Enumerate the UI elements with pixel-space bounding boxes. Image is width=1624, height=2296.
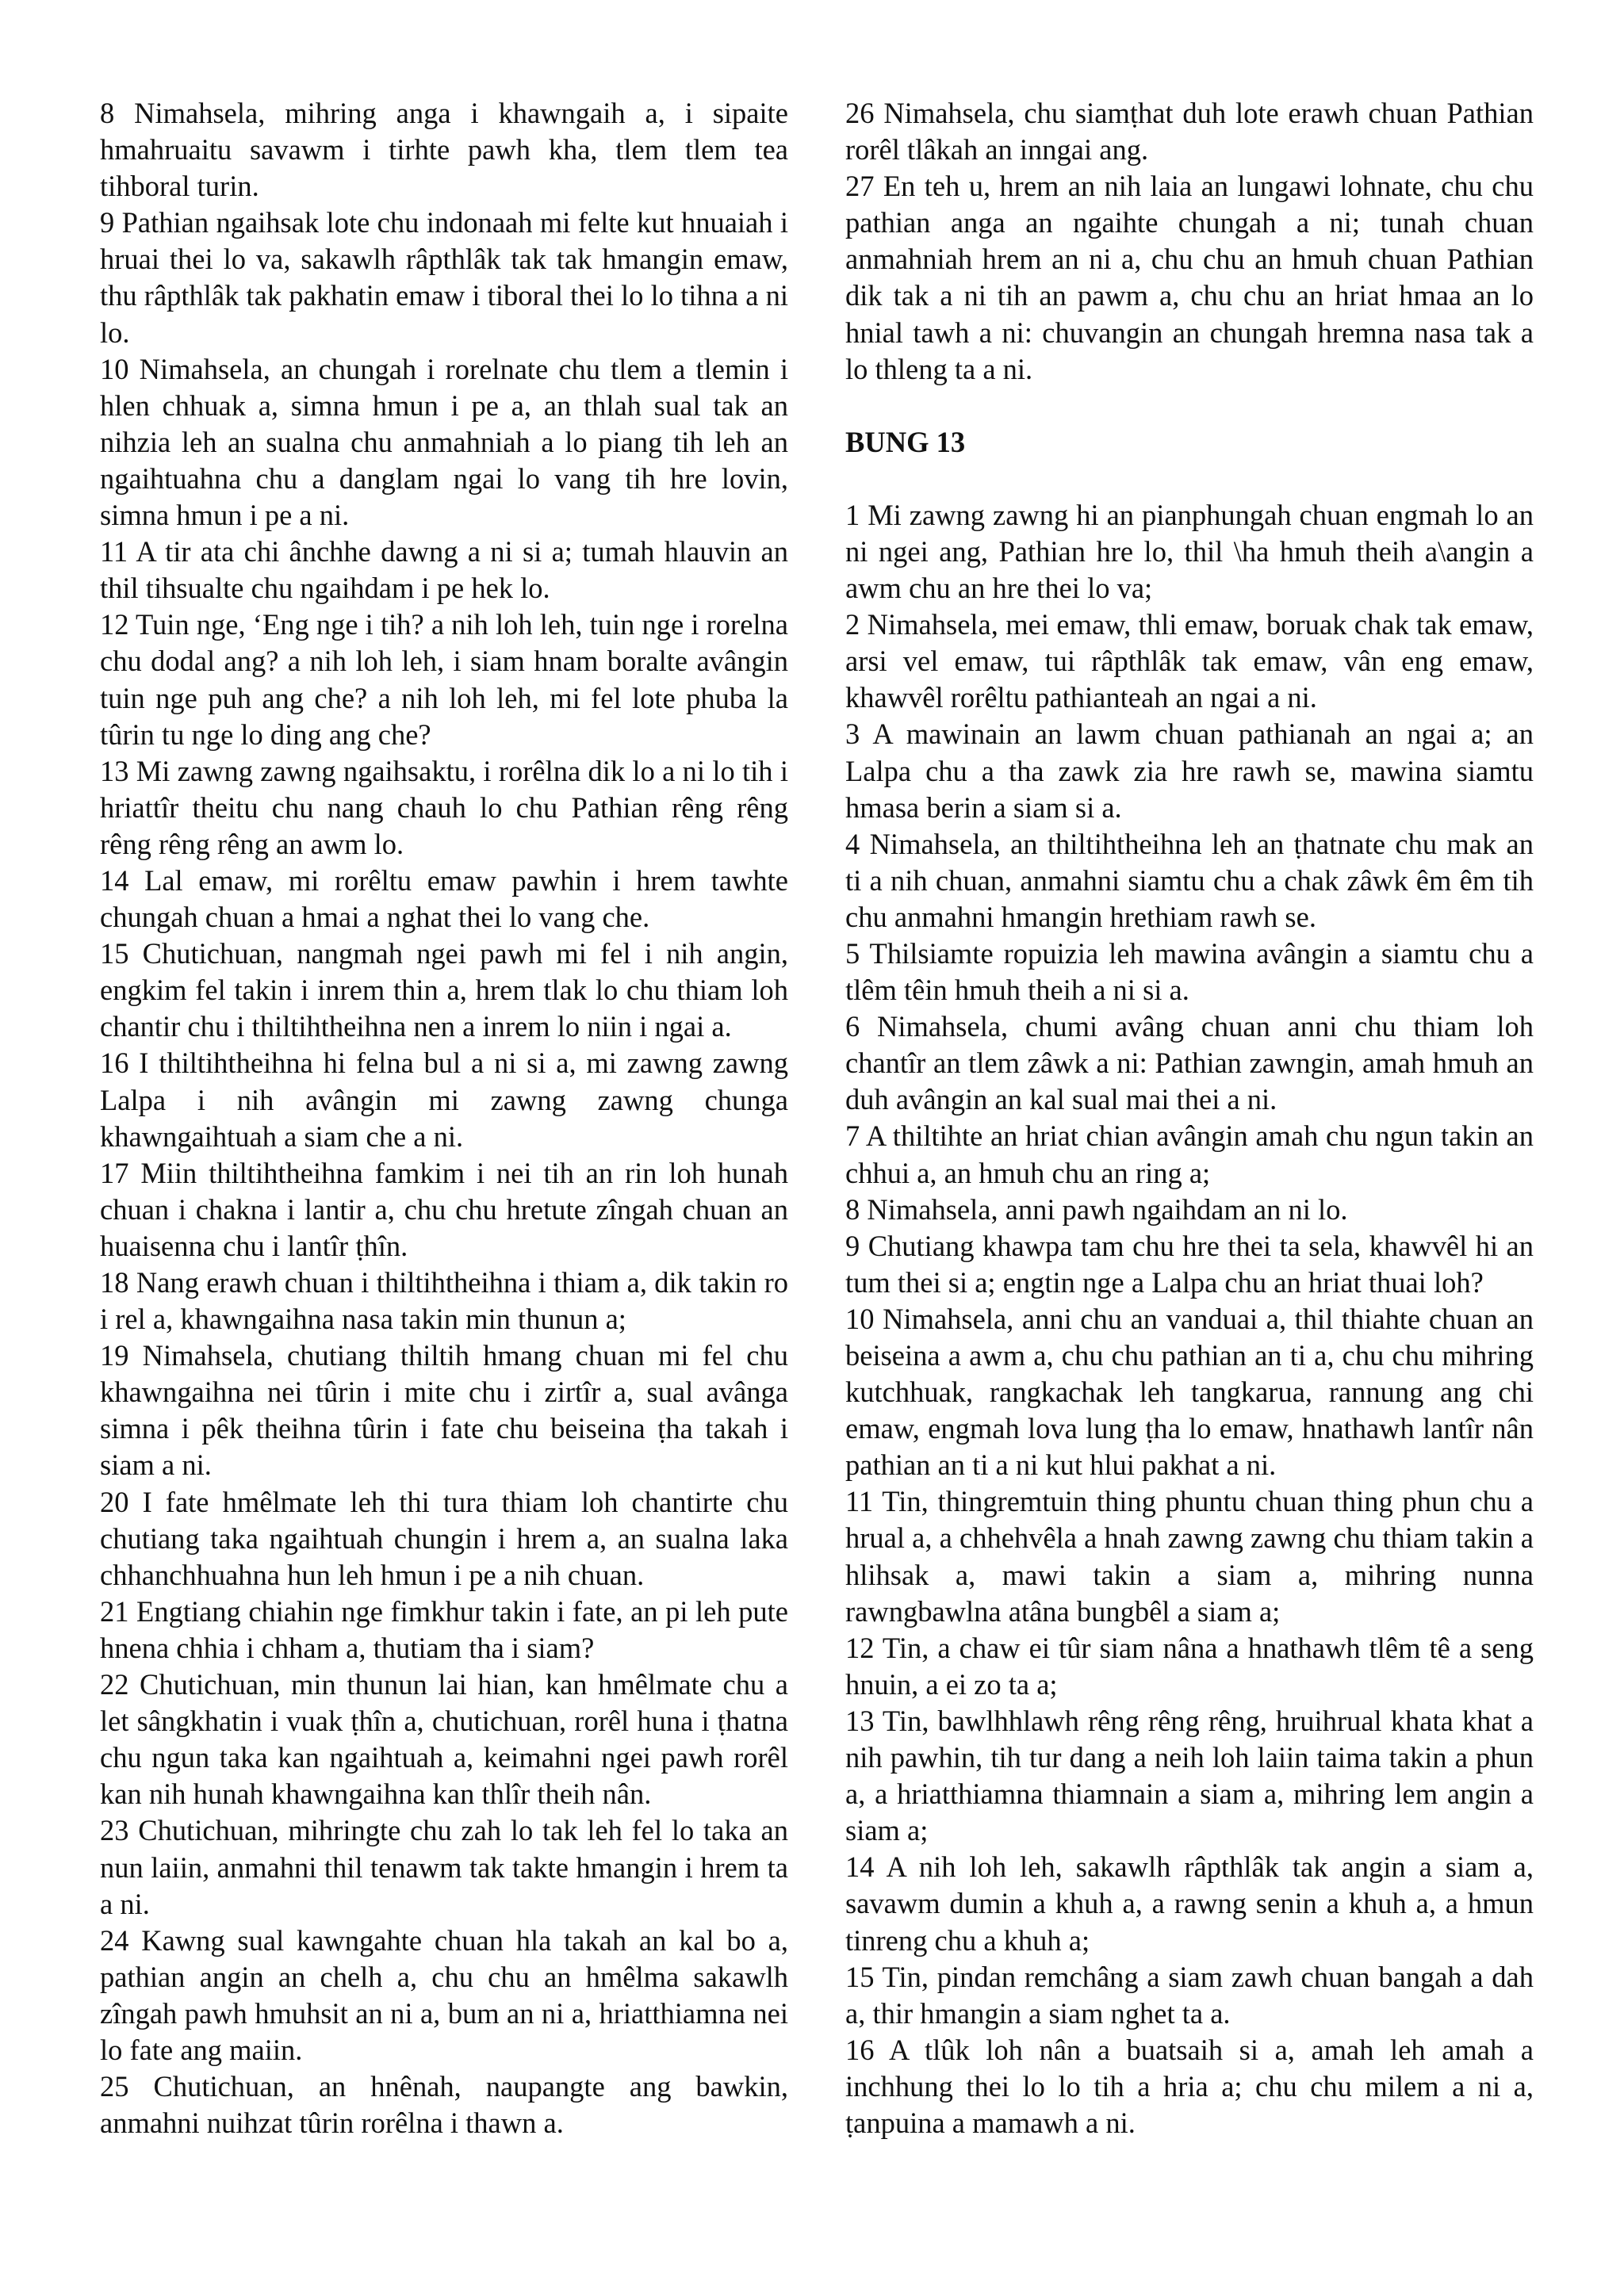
ch13-verse-8: 8 Nimahsela, anni pawh ngaihdam an ni lo.	[845, 1192, 1348, 1226]
ch13-verse-10: 10 Nimahsela, anni chu an vanduai a, thil thiahte chuan an beiseina a awm a, chu chu pathian an ti a, chu chu mihring kutchhuak, rangkachak leh tangkarua, rannung ang chi emaw, engmah lova lung ṭha lo emaw, hnathawh lantîr nân pathian an ti a ni kut hlui pakhat a ni.	[845, 1302, 1534, 1482]
ch13-verse-13: 13 Tin, bawlhhlawh rêng rêng rêng, hruihrual khata khat a nih pawhin, tih tur dang a neih loh laiin taima takin a phun a, a hriatthiamna thiamnain a siam a, mihring lem angin a siam a;	[845, 1704, 1534, 1847]
verse-9: 9 Pathian ngaihsak lote chu indonaah mi felte kut hnuaiah i hruai thei lo va, sakawlh râpthlâk tak tak hmangin emaw, thu râpthlâk tak pakhatin emaw i tiboral thei lo lo tihna a ni lo.	[100, 206, 788, 349]
right-column	[845, 95, 1534, 2141]
verse-13: 13 Mi zawng zawng ngaihsaktu, i rorêlna dik lo a ni lo tih i hriattîr theitu chu nang chauh lo chu Pathian rêng rêng rêng rêng rêng an awm lo.	[100, 754, 788, 860]
verse-21: 21 Engtiang chiahin nge fimkhur takin i fate, an pi leh pute hnena chhia i chham a, thutiam tha i siam?	[100, 1594, 788, 1664]
ch13-verse-7: 7 A thiltihte an hriat chian avângin amah chu ngun takin an chhui a, an hmuh chu an ring a;	[845, 1119, 1534, 1189]
verse-25: 25 Chutichuan, an hnênah, naupangte ang bawkin, anmahni nuihzat tûrin rorêlna i thawn a.	[100, 2070, 788, 2140]
verse-17: 17 Miin thiltihtheihna famkim i nei tih an rin loh hunah chuan i chakna i lantir a, chu chu hretute zîngah chuan an huaisenna chu i lantîr ṭhîn.	[100, 1156, 788, 1262]
verse-16: 16 I thiltihtheihna hi felna bul a ni si a, mi zawng zawng Lalpa i nih avângin mi zawng zawng chunga khawngaihtuah a siam che a ni.	[100, 1047, 788, 1153]
verse-24: 24 Kawng sual kawngahte chuan hla takah an kal bo a, pathian angin an chelh a, chu chu an hmêlma sakawlh zîngah pawh hmuhsit an ni a, bum an ni a, hriatthiamna nei lo fate ang maiin.	[100, 1923, 788, 2066]
verse-18: 18 Nang erawh chuan i thiltihtheihna i thiam a, dik takin ro i rel a, khawngaihna nasa takin min thunun a;	[100, 1266, 788, 1336]
ch13-verse-2: 2 Nimahsela, mei emaw, thli emaw, boruak chak tak emaw, arsi vel emaw, tui râpthlâk tak emaw, vân eng emaw, khawvêl rorêltu pathianteah an ngai a ni.	[845, 608, 1534, 714]
verse-8: 8 Nimahsela, mihring anga i khawngaih a, i sipaite hmahruaitu savawm i tirhte pawh kha, tlem tlem tea tihboral turin.	[100, 97, 788, 203]
verse-12: 12 Tuin nge, ‘Eng nge i tih? a nih loh leh, tuin nge i rorelna chu dodal ang? a nih loh leh, i siam hnam boralte avângin tuin nge puh ang che? a nih loh leh, mi fel lote phuba la tûrin tu nge lo ding ang che?	[100, 608, 788, 751]
verse-20: 20 I fate hmêlmate leh thi tura thiam loh chantirte chu chutiang taka ngaihtuah chungin i hrem a, an sualna laka chhanchhuahna hun leh hmun i pe a nih chuan.	[100, 1485, 788, 1591]
verse-19: 19 Nimahsela, chutiang thiltih hmang chuan mi fel chu khawngaihna nei tûrin i mite chu i zirtîr a, sual avânga simna i pêk theihna tûrin i fate chu beiseina ṭha takah i siam a ni.	[100, 1339, 788, 1482]
ch13-verse-4: 4 Nimahsela, an thiltihtheihna leh an ṭhatnate chu mak an ti a nih chuan, anmahni siamtu chu a chak zâwk êm êm tih chu anmahni hmangin hrethiam rawh se.	[845, 827, 1534, 933]
verse-26: 26 Nimahsela, chu siamṭhat duh lote erawh chuan Pathian rorêl tlâkah an inngai ang.	[845, 97, 1534, 166]
chapter-heading: BUNG 13	[845, 425, 966, 458]
ch13-verse-9: 9 Chutiang khawpa tam chu hre thei ta sela, khawvêl hi an tum thei si a; engtin nge a Lalpa chu an hriat thuai loh?	[845, 1229, 1534, 1299]
ch13-verse-15: 15 Tin, pindan remchâng a siam zawh chuan bangah a dah a, thir hmangin a siam nghet ta a.	[845, 1960, 1534, 2030]
left-column	[100, 95, 788, 2141]
verse-11: 11 A tir ata chi ânchhe dawng a ni si a; tumah hlauvin an thil tihsualte chu ngaihdam i pe hek lo.	[100, 535, 788, 605]
ch13-verse-11: 11 Tin, thingremtuin thing phuntu chuan thing phun chu a hrual a, a chhehvêla a hnah zawng zawng chu thiam takin a hlihsak a, mawi takin a siam a, mihring nunna rawngbawlna atâna bungbêl a siam a;	[845, 1485, 1534, 1628]
verse-10: 10 Nimahsela, an chungah i rorelnate chu tlem a tlemin i hlen chhuak a, simna hmun i pe a, an thlah sual tak an nihzia leh an sualna chu anmahniah a lo piang tih leh an ngaihtuahna chu a danglam ngai lo vang tih hre lovin, simna hmun i pe a ni.	[100, 352, 788, 532]
verse-23: 23 Chutichuan, mihringte chu zah lo tak leh fel lo taka an nun laiin, anmahni thil tenawm tak takte hmangin i hrem ta a ni.	[100, 1814, 788, 1920]
verse-14: 14 Lal emaw, mi rorêltu emaw pawhin i hrem tawhte chungah chuan a hmai a nghat thei lo vang che.	[100, 863, 788, 934]
ch13-verse-3: 3 A mawinain an lawm chuan pathianah an ngai a; an Lalpa chu a tha zawk zia hre rawh se, mawina siamtu hmasa berin a siam si a.	[845, 718, 1534, 824]
ch13-verse-16: 16 A tlûk loh nân a buatsaih si a, amah leh amah a inchhung thei lo lo tih a hria a; chu chu milem a ni a, ṭanpuina a mamawh a ni.	[845, 2033, 1534, 2139]
ch13-verse-5: 5 Thilsiamte ropuizia leh mawina avângin a siamtu chu a tlêm têin hmuh theih a ni si a.	[845, 936, 1534, 1007]
ch13-verse-12: 12 Tin, a chaw ei tûr siam nâna a hnathawh tlêm tê a seng hnuin, a ei zo ta a;	[845, 1631, 1534, 1701]
ch13-verse-14: 14 A nih loh leh, sakawlh râpthlâk tak angin a siam a, savawm dumin a khuh a, a rawng senin a khuh a, a hmun tinreng chu a khuh a;	[845, 1850, 1534, 1957]
verse-22: 22 Chutichuan, min thunun lai hian, kan hmêlmate chu a let sângkhatin i vuak ṭhîn a, chutichuan, rorêl huna i ṭhatna chu ngun taka kan ngaihtuah a, keimahni ngei pawh rorêl kan nih hunah khawngaihna kan thlîr theih nân.	[100, 1668, 788, 1811]
verse-27: 27 En teh u, hrem an nih laia an lungawi lohnate, chu chu pathian anga an ngaihte chungah a ni; tunah chuan anmahniah hrem an ni a, chu chu an hmuh chuan Pathian dik tak a ni tih an pawm a, chu chu an hriat hmaa an lo hnial tawh a ni: chuvangin an chungah hremna nasa tak a lo thleng ta a ni.	[845, 170, 1534, 385]
verse-15: 15 Chutichuan, nangmah ngei pawh mi fel i nih angin, engkim fel takin i inrem thin a, hrem tlak lo chu thiam loh chantir chu i thiltihtheihna nen a inrem lo niin i ngai a.	[100, 937, 788, 1043]
ch13-verse-1: 1 Mi zawng zawng hi an pianphungah chuan engmah lo an ni ngei ang, Pathian hre lo, thil \ha hmuh theih a\angin a awm chu an hre thei lo va;	[845, 498, 1534, 605]
ch13-verse-6: 6 Nimahsela, chumi avâng chuan anni chu thiam loh chantîr an tlem zâwk a ni: Pathian zawngin, amah hmuh an duh avângin an kal sual mai thei a ni.	[845, 1010, 1534, 1116]
